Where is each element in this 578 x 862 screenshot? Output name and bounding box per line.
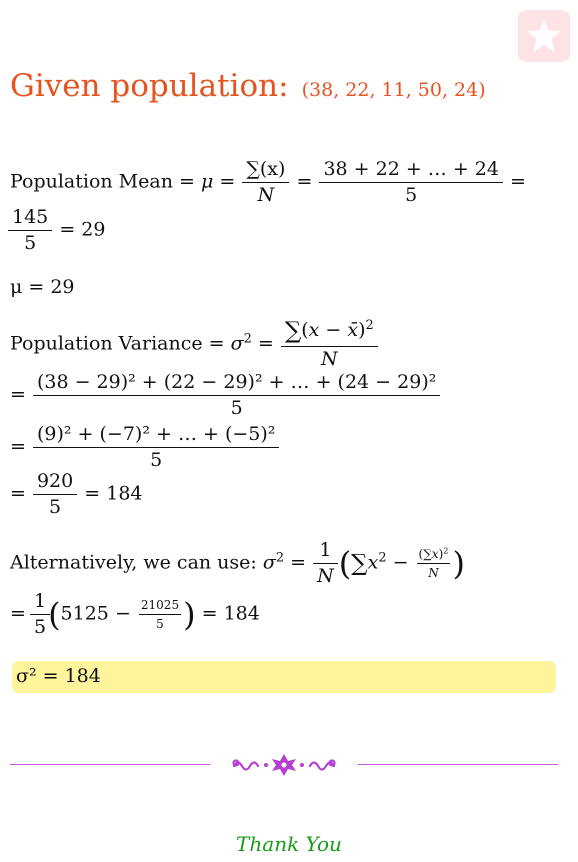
- alt-sum-x2: 5125: [60, 602, 109, 625]
- alt-compute-fraction: $\frac{1}{5}$: [32, 592, 48, 637]
- population-values: (38, 22, 11, 50, 24): [301, 79, 486, 101]
- mean-label: Population Mean: [10, 170, 173, 193]
- alternative-text: Alternatively, we can use:: [10, 551, 257, 574]
- divider-right: [358, 764, 558, 765]
- mu-symbol: μ: [200, 170, 214, 193]
- variance-step3-fraction: [35, 472, 75, 517]
- page-title: [10, 68, 486, 104]
- variance-step1-numerator: (38 − 29)² + (22 − 29)² + … + (24 − 29)²: [36, 371, 437, 393]
- mean-sum-line: $\frac{145}{5}$ = 29: [10, 208, 105, 253]
- final-result-text: σ² = 184: [16, 665, 101, 687]
- mean-expand-fraction: [321, 160, 501, 205]
- thank-you-text: Thank You: [236, 832, 342, 856]
- alternative-value: 184: [223, 602, 260, 625]
- star-logo-icon: [524, 16, 564, 56]
- divider-left: [10, 764, 210, 765]
- variance-step2-line: = $\frac{\text{(9)² + (−7)² + … + (−5)²}}{5}$: [10, 425, 280, 470]
- alt-inner-numerator: 21025: [140, 598, 180, 612]
- mean-result: [10, 278, 75, 297]
- alt-n: N: [313, 563, 338, 586]
- mean-result-text: μ = 29: [10, 276, 75, 298]
- alternative-formula-line: Alternatively, we can use: $\sigma^2$ = $\frac{1}{N}$ ($\sum x^2$ − $\frac{(\sum x)^2}{N}$ ): [10, 539, 465, 587]
- variance-value: 184: [106, 482, 143, 505]
- flourish-ornament-icon: [230, 752, 338, 778]
- alt-compute-inner-fraction: [140, 599, 180, 630]
- mean-expand-denominator: 5: [319, 182, 503, 205]
- variance-formula-fraction: $\frac{\sum(x - x̄)^2}{N}$: [283, 320, 376, 369]
- mean-value: 29: [81, 218, 106, 241]
- variance-step1-line: = $\frac{\text{(38 − 29)² + (22 − 29)² + … + (24 − 29)²}}{5}$: [10, 373, 441, 418]
- mean-sum-fraction: [10, 208, 50, 253]
- alt-inner-denominator: 5: [139, 614, 181, 630]
- alt-inner-fraction: $\frac{(\sum x)^2}{N}$: [418, 545, 449, 580]
- mean-expand-numerator: 38 + 22 + … + 24: [323, 158, 499, 180]
- variance-step3-line: = $\frac{920}{5}$ = 184: [10, 470, 143, 518]
- mean-sum-numerator: 145: [12, 206, 49, 228]
- variance-formula-denominator: N: [281, 346, 378, 369]
- title-text: Given population:: [10, 68, 289, 104]
- alternative-compute-line: = $\frac{1}{5}$ (5125 − $\frac{21025}{5}$ ) = 184: [10, 590, 260, 638]
- variance-formula-line: Population Variance = $\sigma^2$ = $\frac{\sum(x - x̄)^2}{N}$: [10, 320, 379, 369]
- mean-formula-fraction: [244, 160, 287, 205]
- mean-sum-denominator: 5: [8, 230, 52, 253]
- variance-step2-denominator: 5: [33, 447, 279, 470]
- variance-step3-denominator: 5: [33, 494, 77, 517]
- variance-step2-numerator: (9)² + (−7)² + … + (−5)²: [36, 423, 276, 445]
- logo: [518, 10, 570, 62]
- mean-formula-numerator: ∑(x): [246, 158, 286, 180]
- mean-formula-line: Population Mean = μ = $\frac{\sum(x)}{N}$ = $\frac{38 + 22 + \dots + 24}{5}$ =: [10, 158, 526, 206]
- alt-one-over-n-fraction: [315, 541, 336, 586]
- final-result: [16, 667, 101, 686]
- variance-step1-denominator: 5: [33, 395, 440, 418]
- alt-one: 1: [319, 539, 332, 561]
- variance-step2-fraction: [35, 425, 277, 470]
- mean-formula-denominator: N: [242, 182, 289, 205]
- variance-step3-numerator: 920: [36, 470, 74, 492]
- variance-label: Population Variance: [10, 332, 203, 355]
- variance-step1-fraction: [35, 373, 438, 418]
